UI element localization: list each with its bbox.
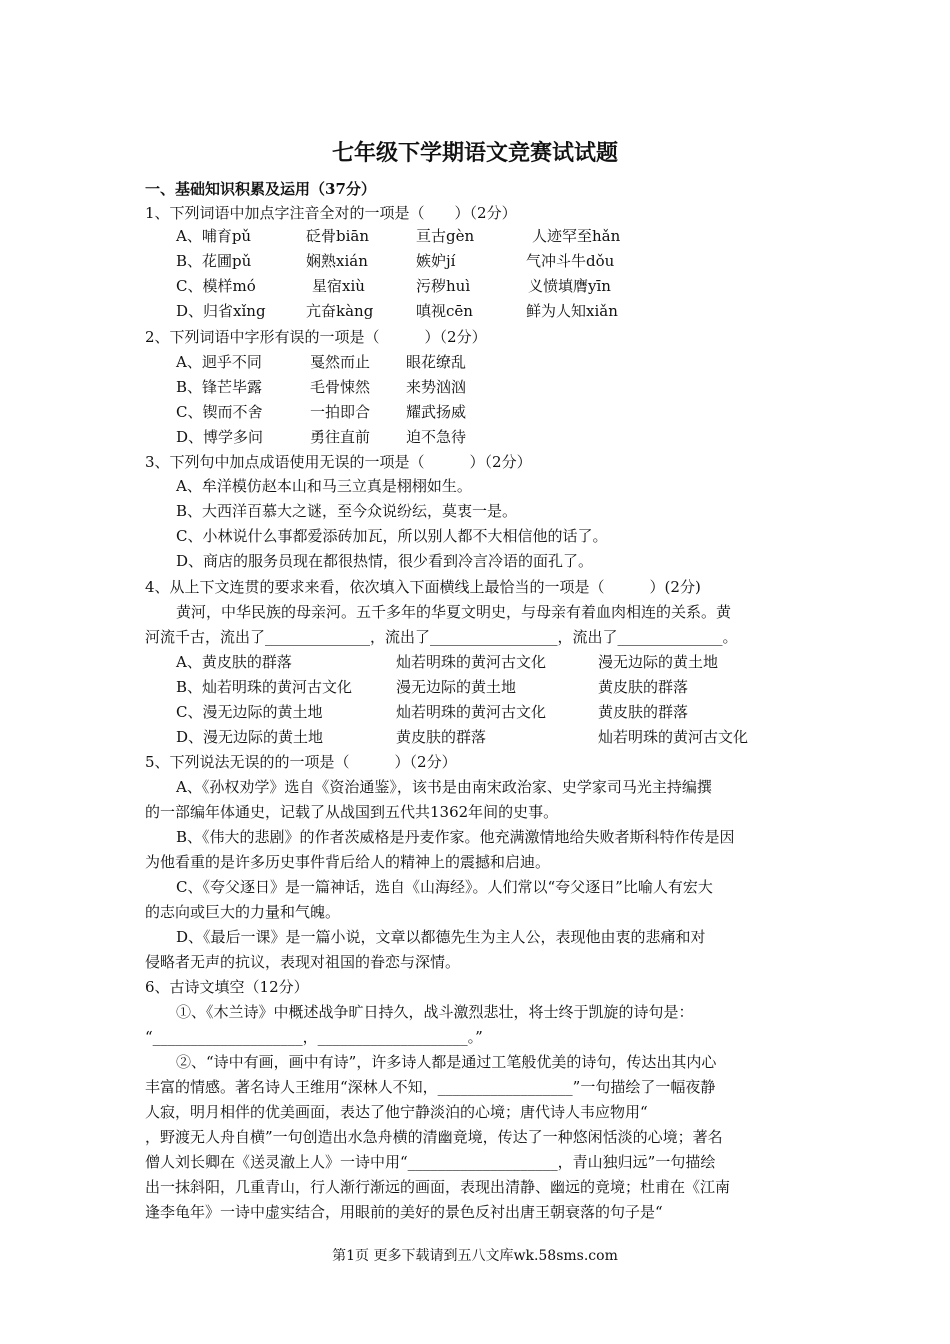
- q1-option-b-2: 娴熟xián: [306, 252, 368, 270]
- q1-option-d-4: 鲜为人知xiǎn: [526, 302, 618, 320]
- section-header: 一、基础知识积累及运用（37分）: [145, 180, 376, 198]
- q5-option-c-line-2: 的志向或巨大的力量和气魄。: [145, 903, 341, 921]
- q6-item-2-line-6: 出一抹斜阳，几重青山，行人渐行渐远的画面，表现出清静、幽远的竟境；杜甫在《江南: [145, 1178, 731, 1196]
- page-title: 七年级下学期语文竞赛试试题: [331, 140, 618, 166]
- question-4-stem: 4、从上下文连贯的要求来看，依次填入下面横线上最恰当的一项是（ ）(2分): [145, 578, 701, 596]
- question-1-stem: 1、下列词语中加点字注音全对的一项是（ ）（2分）: [145, 204, 517, 222]
- q6-item-1-blanks: “____________________，____________________。”: [145, 1028, 483, 1046]
- q6-item-1: ①、《木兰诗》中概述战争旷日持久，战斗激烈悲壮，将士终于凯旋的诗句是：: [176, 1003, 694, 1021]
- question-5-stem: 5、下列说法无误的的一项是（ ）（2分）: [145, 753, 457, 771]
- q1-option-c-3: 污秽huì: [416, 277, 471, 295]
- q1-option-d-2: 亢奋kàng: [306, 302, 374, 320]
- q6-item-2-line-7: 逢李龟年》一诗中虚实结合，用眼前的美好的景色反衬出唐王朝衰落的句子是“: [145, 1203, 663, 1221]
- q4-option-a-1: A、黄皮肤的群落: [176, 653, 292, 671]
- q1-option-d-3: 嗔视cēn: [416, 302, 473, 320]
- q5-option-a-line-2: 的一部编年体通史，记载了从战国到五代共1362年间的史事。: [145, 803, 559, 821]
- q4-option-d-1: D、漫无边际的黄土地: [176, 728, 324, 746]
- q1-option-c-1: C、模样mó: [176, 277, 256, 295]
- q5-option-a-line-1: A、《孙权劝学》选自《资治通鉴》，该书是由南宋政治家、史学家司马光主持编撰: [176, 778, 712, 796]
- q2-option-d-2: 勇往直前: [310, 428, 371, 446]
- q5-option-d-line-2: 侵略者无声的抗议，表现对祖国的眷恋与深情。: [145, 953, 461, 971]
- q4-option-b-1: B、灿若明珠的黄河古文化: [176, 678, 353, 696]
- page-footer: 第1页 更多下载请到五八文库wk.58sms.com: [332, 1248, 618, 1264]
- q4-option-c-2: 灿若明珠的黄河古文化: [396, 703, 547, 721]
- q2-option-d-3: 迫不急待: [406, 428, 467, 446]
- q1-option-d-1: D、归省xǐng: [176, 302, 266, 320]
- q6-item-2-line-1: ②、“诗中有画，画中有诗”，许多诗人都是通过工笔般优美的诗句，传达出其内心: [176, 1053, 717, 1071]
- q2-option-b-1: B、锋芒毕露: [176, 378, 263, 396]
- q5-option-b-line-2: 为他看重的是许多历史事件背后给人的精神上的震撼和启迪。: [145, 853, 551, 871]
- q1-option-c-2: 星宿xiù: [312, 277, 365, 295]
- q4-passage-line-1: 黄河，中华民族的母亲河。五千多年的华夏文明史，与母亲有着血肉相连的关系。黄: [176, 603, 732, 621]
- q3-option-a: A、牟洋模仿赵本山和马三立真是栩栩如生。: [176, 477, 472, 495]
- q4-option-d-3: 灿若明珠的黄河古文化: [598, 728, 749, 746]
- q1-option-a-3: 亘古gèn: [416, 227, 475, 245]
- q1-option-b-1: B、花圃pǔ: [176, 252, 252, 270]
- q6-item-2-line-4: ，野渡无人舟自横”一句创造出水急舟横的清幽竟境，传达了一种悠闲恬淡的心境；著名: [145, 1128, 723, 1146]
- q2-option-a-2: 戛然而止: [310, 353, 371, 371]
- q4-option-a-2: 灿若明珠的黄河古文化: [396, 653, 547, 671]
- question-6-stem: 6、古诗文填空（12分）: [145, 978, 309, 996]
- q5-option-c-line-1: C、《夸父逐日》是一篇神话，选自《山海经》。人们常以“夸父逐日”比喻人有宏大: [176, 878, 713, 896]
- q5-option-b-line-1: B、《伟大的悲剧》的作者茨威格是丹麦作家。他充满激情地给失败者斯科特作传是因: [176, 828, 735, 846]
- q4-option-c-3: 黄皮肤的群落: [598, 703, 689, 721]
- q6-item-2-line-5: 僧人刘长卿在《送灵澈上人》一诗中用“____________________，青山独归远”一句描绘: [145, 1153, 716, 1171]
- q1-option-b-3: 嫉妒jí: [416, 252, 456, 270]
- q6-item-2-line-2: 丰富的情感。著名诗人王维用“深林人不知，__________________”一句描绘了一幅夜静: [145, 1078, 716, 1096]
- q2-option-c-1: C、锲而不舍: [176, 403, 263, 421]
- q3-option-c: C、小林说什么事都爱添砖加瓦，所以别人都不大相信他的话了。: [176, 527, 608, 545]
- q5-option-d-line-1: D、《最后一课》是一篇小说，文章以都德先生为主人公，表现他由衷的悲痛和对: [176, 928, 706, 946]
- q4-option-b-2: 漫无边际的黄土地: [396, 678, 517, 696]
- question-3-stem: 3、下列句中加点成语使用无误的一项是（ ）（2分）: [145, 453, 532, 471]
- q1-option-b-4: 气冲斗牛dǒu: [526, 252, 615, 270]
- q2-option-a-3: 眼花缭乱: [406, 353, 467, 371]
- q4-option-b-3: 黄皮肤的群落: [598, 678, 689, 696]
- q1-option-a-2: 砭骨biān: [306, 227, 370, 245]
- q6-item-2-line-3: 人寂，明月相伴的优美画面，表达了他宁静淡泊的心境；唐代诗人韦应物用“: [145, 1103, 648, 1121]
- q2-option-c-3: 耀武扬威: [406, 403, 467, 421]
- q1-option-a-4: 人迹罕至hǎn: [532, 227, 621, 245]
- q2-option-d-1: D、博学多问: [176, 428, 264, 446]
- q1-option-c-4: 义愤填膺yīn: [528, 277, 611, 295]
- q1-option-a-1: A、哺育pǔ: [176, 227, 252, 245]
- q4-option-d-2: 黄皮肤的群落: [396, 728, 487, 746]
- q3-option-d: D、商店的服务员现在都很热情，很少看到冷言冷语的面孔了。: [176, 552, 594, 570]
- q2-option-c-2: 一拍即合: [310, 403, 371, 421]
- q3-option-b: B、大西洋百慕大之谜，至今众说纷纭，莫衷一是。: [176, 502, 518, 520]
- question-2-stem: 2、下列词语中字形有误的一项是（ ）（2分）: [145, 328, 487, 346]
- q2-option-a-1: A、迥乎不同: [176, 353, 262, 371]
- q2-option-b-3: 来势汹汹: [406, 378, 467, 396]
- q2-option-b-2: 毛骨悚然: [310, 378, 371, 396]
- q4-passage-line-2: 河流千古，流出了______________，流出了_________________，流出了______________。: [145, 628, 738, 646]
- q4-option-c-1: C、漫无边际的黄土地: [176, 703, 323, 721]
- q4-option-a-3: 漫无边际的黄土地: [598, 653, 719, 671]
